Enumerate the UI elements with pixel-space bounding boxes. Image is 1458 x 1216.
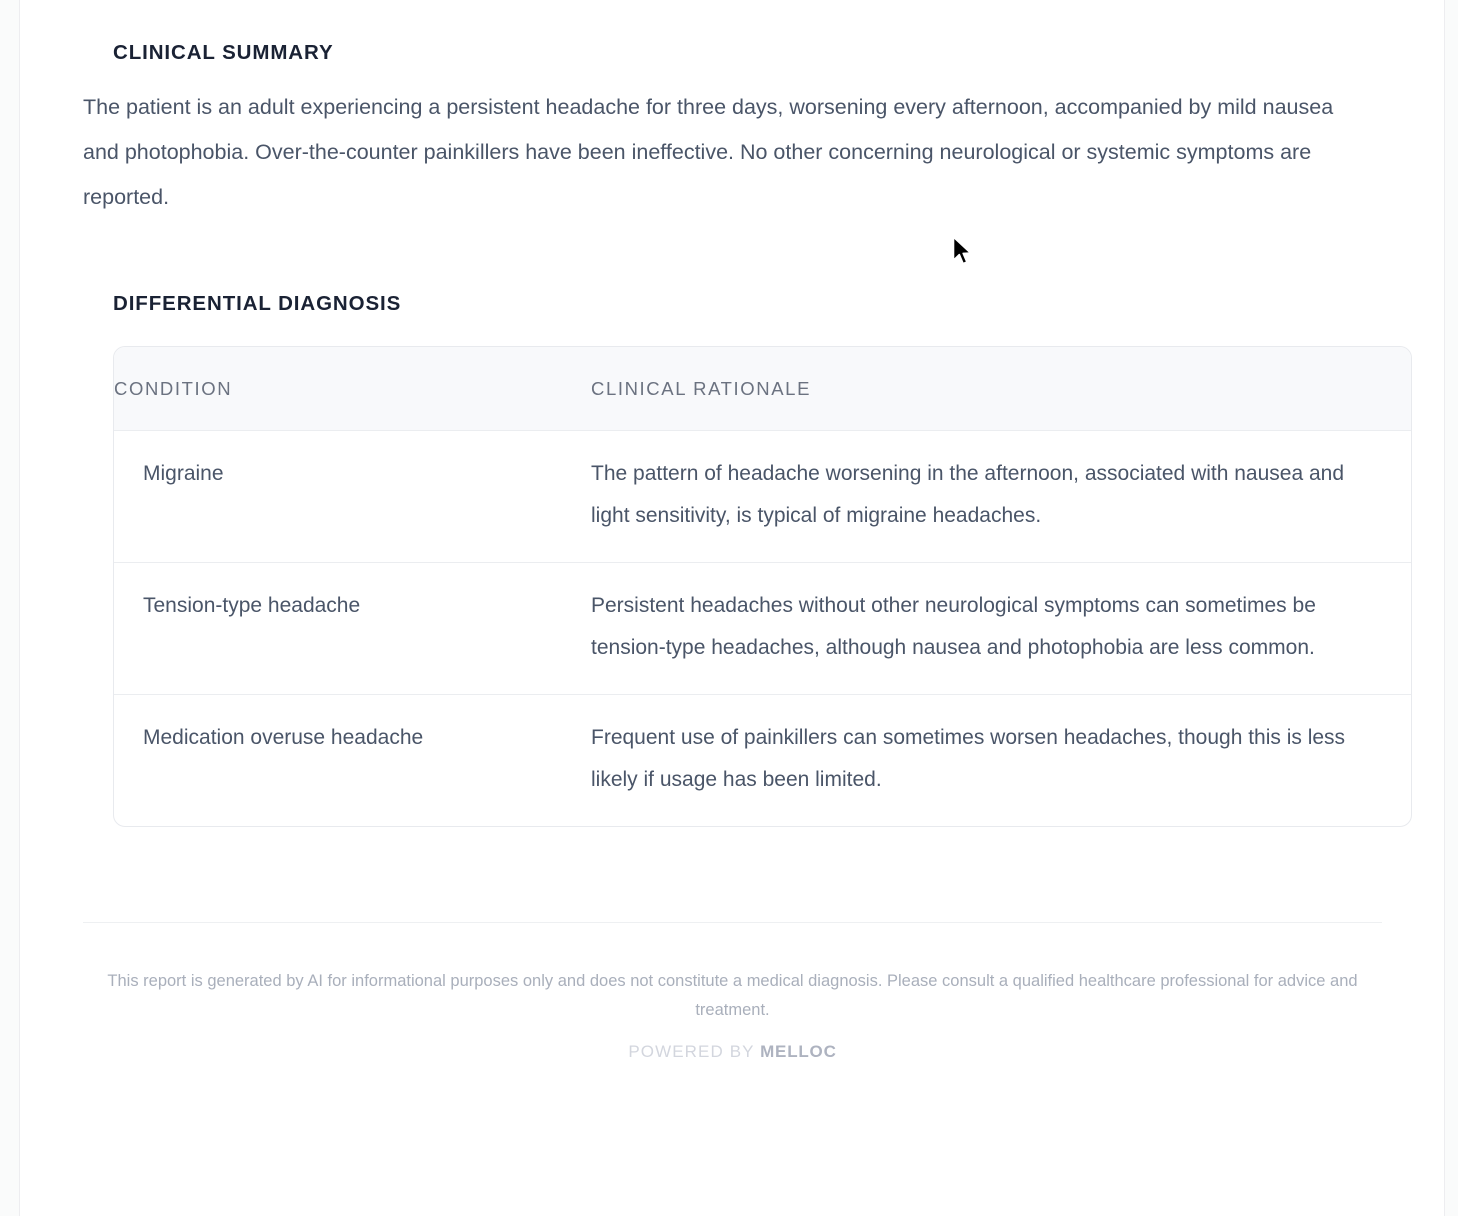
report-footer — [83, 922, 1381, 1062]
footer-disclaimer: This report is generated by AI for informational purposes only and does not constitute a medical diagnosis. Please consult a qualified healthcare professional for advice and treatment. — [107, 972, 1358, 1019]
cell-condition: Medication overuse headache — [143, 726, 424, 749]
cell-rationale: Frequent use of painkillers can sometimes worsen headaches, though this is less likely if usage has been limited. — [591, 726, 1346, 791]
differential-diagnosis-table — [113, 346, 1412, 827]
table-row — [114, 430, 1411, 562]
cell-rationale: The pattern of headache worsening in the afternoon, associated with nausea and light sensitivity, is typical of migraine headaches. — [591, 462, 1345, 527]
clinical-summary-text: The patient is an adult experiencing a persistent headache for three days, worsening every afternoon, accompanied by mild nausea and photophobia. Over-the-counter painkillers have been ineffective. No other concerning neurological or systemic symptoms are reported. — [83, 95, 1334, 209]
document-sheet — [19, 0, 1445, 1216]
cell-rationale: Persistent headaches without other neurological symptoms can sometimes be tension-type headaches, although nausea and photophobia are less common. — [591, 594, 1316, 659]
table-header-row — [114, 347, 1411, 430]
table-row — [114, 694, 1411, 826]
cell-condition: Migraine — [143, 462, 224, 485]
powered-by-label: POWERED BY — [628, 1042, 761, 1061]
table-row — [114, 562, 1411, 694]
differential-diagnosis-heading: DIFFERENTIAL DIAGNOSIS — [113, 292, 402, 315]
clinical-summary-heading: CLINICAL SUMMARY — [113, 41, 334, 64]
cell-condition: Tension-type headache — [143, 594, 361, 617]
document-content — [20, 0, 1444, 1062]
column-header-clinical-rationale: CLINICAL RATIONALE — [591, 378, 812, 399]
powered-by-brand — [83, 1025, 1382, 1062]
column-header-condition: CONDITION — [114, 378, 233, 399]
brand-name: MELLOC — [760, 1042, 837, 1061]
table-body — [114, 430, 1411, 826]
